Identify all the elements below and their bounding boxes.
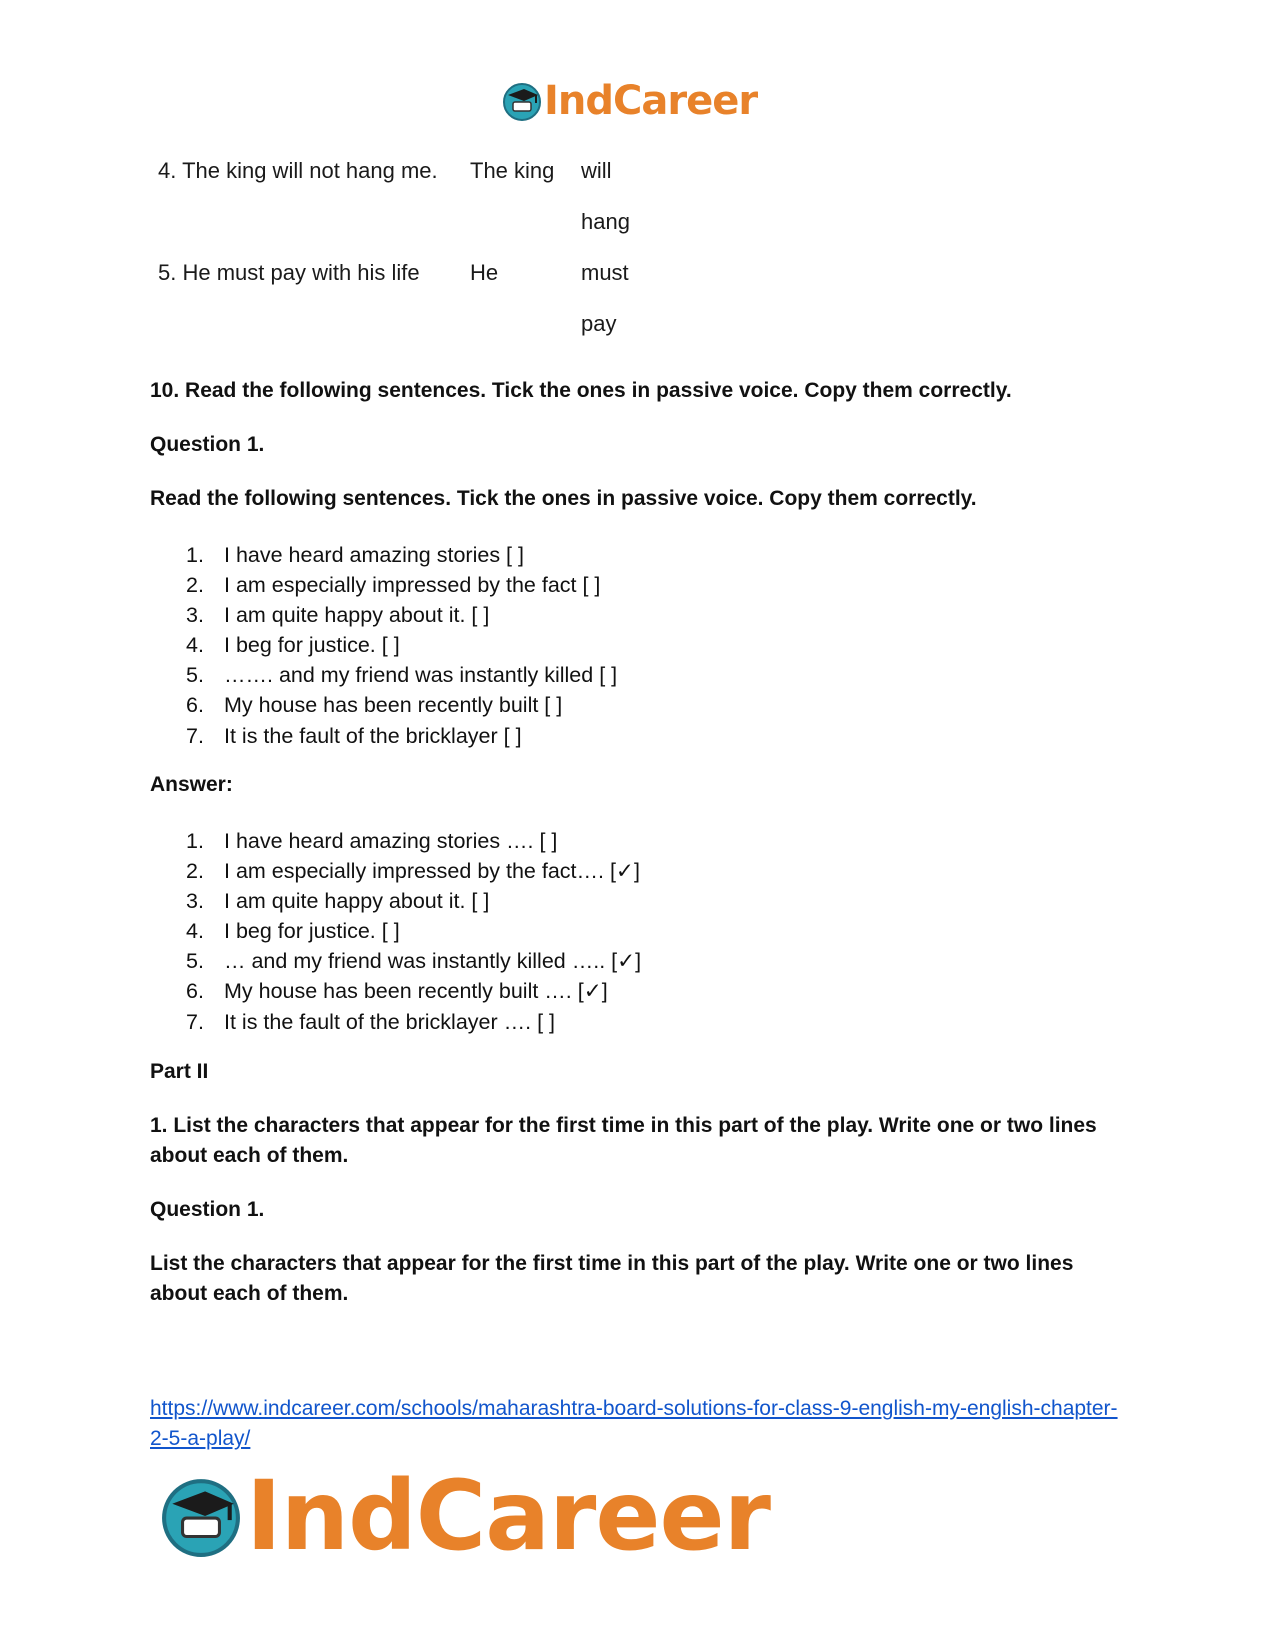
list-item: 1. I have heard amazing stories …. [ ] bbox=[186, 829, 558, 853]
header-logo-text: IndCareer bbox=[544, 78, 758, 124]
footer-logo-text: IndCareer bbox=[246, 1460, 770, 1572]
list-item: 3. I am quite happy about it. [ ] bbox=[186, 889, 490, 914]
table-row-subject: He bbox=[470, 260, 499, 285]
list-item: 2. I am especially impressed by the fact…. [✓] bbox=[186, 859, 640, 884]
question-text: List the characters that appear for the first time in this part of the play. Write one or two lines about each of them. bbox=[150, 1252, 1074, 1305]
source-link[interactable]: https://www.indcareer.com/schools/maharashtra-board-solutions-for-class-9-english-my-english-chapter-2-5-a-play/ bbox=[150, 1397, 1118, 1450]
table-row-verb: hang bbox=[581, 209, 630, 234]
list-item: 4. I beg for justice. [ ] bbox=[186, 633, 400, 658]
question-text: Read the following sentences. Tick the ones in passive voice. Copy them correctly. bbox=[150, 487, 977, 510]
list-item: 6. My house has been recently built …. [✓] bbox=[186, 979, 608, 1004]
table-row-sentence: 5. He must pay with his life bbox=[158, 260, 420, 285]
footer-logo bbox=[160, 1460, 770, 1572]
list-item: 1. I have heard amazing stories [ ] bbox=[186, 543, 524, 567]
list-item: 7. It is the fault of the bricklayer …. [ ] bbox=[186, 1009, 555, 1034]
sentence-list bbox=[186, 540, 617, 751]
table-row-subject: The king bbox=[470, 158, 555, 183]
list-item: 6. My house has been recently built [ ] bbox=[186, 693, 563, 718]
list-item: 5. ……. and my friend was instantly killed [ ] bbox=[186, 663, 618, 688]
list-item: 4. I beg for justice. [ ] bbox=[186, 919, 400, 944]
answer-list bbox=[186, 826, 641, 1037]
table-row-sentence: 4. The king will not hang me. bbox=[158, 158, 438, 183]
graduation-cap-icon bbox=[160, 1475, 242, 1557]
list-item: 5. … and my friend was instantly killed ….. [✓] bbox=[186, 949, 642, 974]
answer-label: Answer: bbox=[150, 773, 233, 796]
section-heading: 10. Read the following sentences. Tick the ones in passive voice. Copy them correctly. bbox=[150, 379, 1012, 402]
list-item: 3. I am quite happy about it. [ ] bbox=[186, 603, 490, 628]
table-row-verb: pay bbox=[581, 311, 617, 336]
list-item: 7. It is the fault of the bricklayer [ ] bbox=[186, 723, 522, 748]
table-row-verb: will bbox=[581, 158, 612, 183]
question-label: Question 1. bbox=[150, 433, 265, 456]
list-item: 2. I am especially impressed by the fact [ ] bbox=[186, 573, 601, 598]
part-heading: Part II bbox=[150, 1060, 209, 1083]
section-heading: 1. List the characters that appear for the first time in this part of the play. Write one or two lines about each of them. bbox=[150, 1114, 1097, 1167]
question-label: Question 1. bbox=[150, 1198, 265, 1221]
table-row-verb: must bbox=[581, 260, 629, 285]
graduation-cap-icon bbox=[502, 81, 542, 121]
header-logo bbox=[502, 78, 757, 124]
